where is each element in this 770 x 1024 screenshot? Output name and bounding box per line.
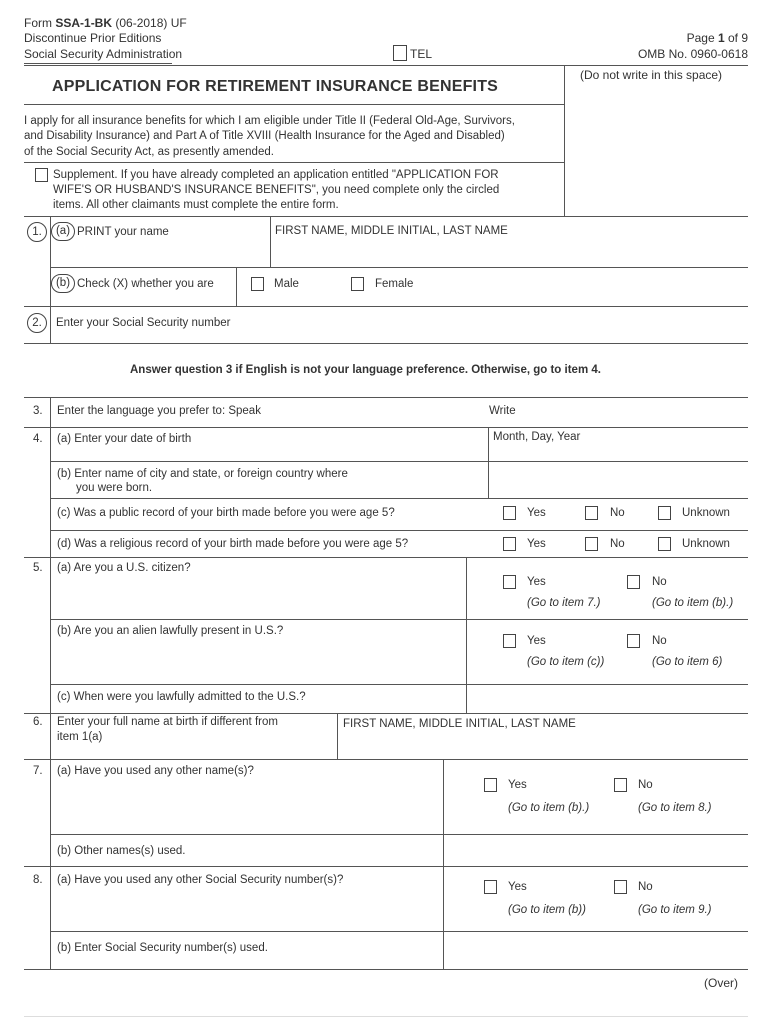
female-checkbox[interactable] [351,277,364,291]
q7-answer-border [443,759,444,970]
q1a-label: (a) [51,222,75,241]
title-rule [24,104,564,105]
q1b-text: Check (X) whether you are [77,278,214,290]
q8-bottom-rule [24,969,748,970]
q5a-rule [50,619,748,620]
supplement-line-2: WIFE'S OR HUSBAND'S INSURANCE BENEFITS", you need complete only the circled [53,184,500,196]
q1-name-hint: FIRST NAME, MIDDLE INITIAL, LAST NAME [275,225,508,237]
q8-no-checkbox[interactable] [614,880,627,894]
q6-name-border [337,713,338,759]
q6-bottom-rule [24,759,748,760]
q8a-text: (a) Have you used any other Social Security number(s)? [57,874,344,886]
office-box-left [564,65,565,217]
q8-yes-label: Yes [508,881,527,893]
q6-text-line-1: Enter your full name at birth if different from [57,716,278,728]
tel-label: TEL [410,47,433,61]
q5a-text: (a) Are you a U.S. citizen? [57,562,191,574]
q4b-text-line-2: you were born. [76,482,153,494]
page-indicator [687,31,748,46]
office-use-note: (Do not write in this space) [580,68,723,82]
q5b-no-goto: (Go to item 6) [652,656,723,668]
q5b-text: (b) Are you an alien lawfully present in U.S.? [57,625,284,637]
q6-name-hint: FIRST NAME, MIDDLE INITIAL, LAST NAME [343,718,576,730]
q4d-unknown-checkbox[interactable] [658,537,671,551]
q1-bottom-rule [24,306,748,307]
q5a-no-label: No [652,576,667,588]
page-prefix: Page [686,31,718,45]
q8-no-label: No [638,881,653,893]
q4c-no-checkbox[interactable] [585,506,598,520]
q8-no-goto: (Go to item 9.) [638,904,712,916]
q5a-yes-checkbox[interactable] [503,575,516,589]
page-number: 1 [717,31,725,45]
q3-top-rule [24,397,748,398]
q7-no-checkbox[interactable] [614,778,627,792]
page-suffix: of 9 [724,31,748,45]
omb-number: OMB No. 0960-0618 [637,47,748,61]
q7-yes-checkbox[interactable] [484,778,497,792]
q7a-text: (a) Have you used any other name(s)? [57,765,254,777]
q4a-rule [50,461,748,462]
q5b-yes-label: Yes [527,635,546,647]
q4-date-hint: Month, Day, Year [493,431,581,443]
q4c-yes-label: Yes [527,507,546,519]
q2-left-border [50,306,51,344]
q5a-yes-goto: (Go to item 7.) [527,597,601,609]
q7a-rule [50,834,748,835]
tel-checkbox[interactable] [393,45,407,61]
q7-yes-goto: (Go to item (b).) [508,802,590,814]
q5-bottom-rule [24,713,748,714]
q4c-text: (c) Was a public record of your birth made before you were age 5? [57,507,395,519]
q8a-rule [50,931,748,932]
q3-write-label: Write [489,405,516,417]
q1a-rule [50,267,748,268]
q4c-yes-checkbox[interactable] [503,506,516,520]
male-checkbox[interactable] [251,277,264,291]
q5-answer-border [466,557,467,714]
q4d-yes-label: Yes [527,538,546,550]
q2-number: 2. [27,313,47,333]
q4c-unknown-label: Unknown [682,507,730,519]
q8-yes-goto: (Go to item (b)) [508,904,586,916]
male-label: Male [274,278,299,290]
q4d-unknown-label: Unknown [682,538,730,550]
q5b-rule [50,684,748,685]
q5c-text: (c) When were you lawfully admitted to the U.S.? [57,691,306,703]
q5a-no-checkbox[interactable] [627,575,640,589]
q5b-no-checkbox[interactable] [627,634,640,648]
q7b-text: (b) Other names(s) used. [57,845,186,857]
q5b-yes-goto: (Go to item (c)) [527,656,605,668]
q5-number: 5. [33,562,43,574]
form-id: SSA-1-BK [55,16,113,30]
supplement-checkbox[interactable] [35,168,48,182]
q4-answer-border [488,427,489,499]
supplement-line-3: items. All other claimants must complete the entire form. [53,199,339,211]
q4b-text-line-1: (b) Enter name of city and state, or foreign country where [57,468,348,480]
q7-number: 7. [33,765,43,777]
over-label: (Over) [704,976,738,990]
q7-yes-label: Yes [508,779,527,791]
form-suffix: (06-2018) UF [112,16,187,30]
form-prefix: Form [24,16,56,30]
q1-left-border [50,216,51,306]
q4c-rule [50,530,748,531]
intro-line-1: I apply for all insurance benefits for which I am eligible under Title II (Federal Old-Age, Survivors, [24,115,515,127]
q3-bottom-rule [24,427,748,428]
q4d-text: (d) Was a religious record of your birth made before you were age 5? [57,538,409,550]
intro-rule [24,162,564,163]
q7-bottom-rule [24,866,748,867]
q6-text-line-2: item 1(a) [57,731,103,743]
q4d-no-label: No [610,538,625,550]
q1a-text: PRINT your name [77,226,169,238]
q2-text: Enter your Social Security number [56,317,231,329]
q2-bottom-rule [24,343,748,344]
header-rule [24,63,172,64]
q4d-no-checkbox[interactable] [585,537,598,551]
q1b-border [236,267,237,306]
form-top-rule [24,65,748,66]
q8b-text: (b) Enter Social Security number(s) used. [57,942,268,954]
footer-rule [24,1016,748,1017]
supplement-rule [24,216,748,217]
language-note: Answer question 3 if English is not your language preference. Otherwise, go to item 4. [130,364,601,376]
q4c-no-label: No [610,507,625,519]
intro-line-3: of the Social Security Act, as presently amended. [24,146,274,158]
form-title: APPLICATION FOR RETIREMENT INSURANCE BENEFITS [52,78,499,95]
q7-no-label: No [638,779,653,791]
q4d-yes-checkbox[interactable] [503,537,516,551]
intro-line-2: and Disability Insurance) and Part A of Title XVIII (Health Insurance for the Aged and Disabled) [24,130,505,142]
q4-bottom-rule [24,557,748,558]
agency-name: Social Security Administration [24,47,183,61]
q5b-yes-checkbox[interactable] [503,634,516,648]
q1-number: 1. [27,222,47,242]
q4c-unknown-checkbox[interactable] [658,506,671,520]
female-label: Female [375,278,414,290]
q6-number: 6. [33,716,43,728]
q4b-rule [50,498,748,499]
q1-name-border [270,216,271,268]
q4-number: 4. [33,433,43,445]
q5b-no-label: No [652,635,667,647]
q1b-label: (b) [51,274,75,293]
supplement-line-1: Supplement. If you have already completed an application entitled "APPLICATION FOR [53,169,499,181]
q7-no-goto: (Go to item 8.) [638,802,712,814]
q8-number: 8. [33,874,43,886]
form-number [24,16,187,31]
q5a-no-goto: (Go to item (b).) [652,597,734,609]
q8-yes-checkbox[interactable] [484,880,497,894]
q3-number: 3. [33,405,43,417]
discontinue-note: Discontinue Prior Editions [24,31,162,45]
q5a-yes-label: Yes [527,576,546,588]
q3-text: Enter the language you prefer to: Speak [57,405,261,417]
q4a-text: (a) Enter your date of birth [57,433,192,445]
